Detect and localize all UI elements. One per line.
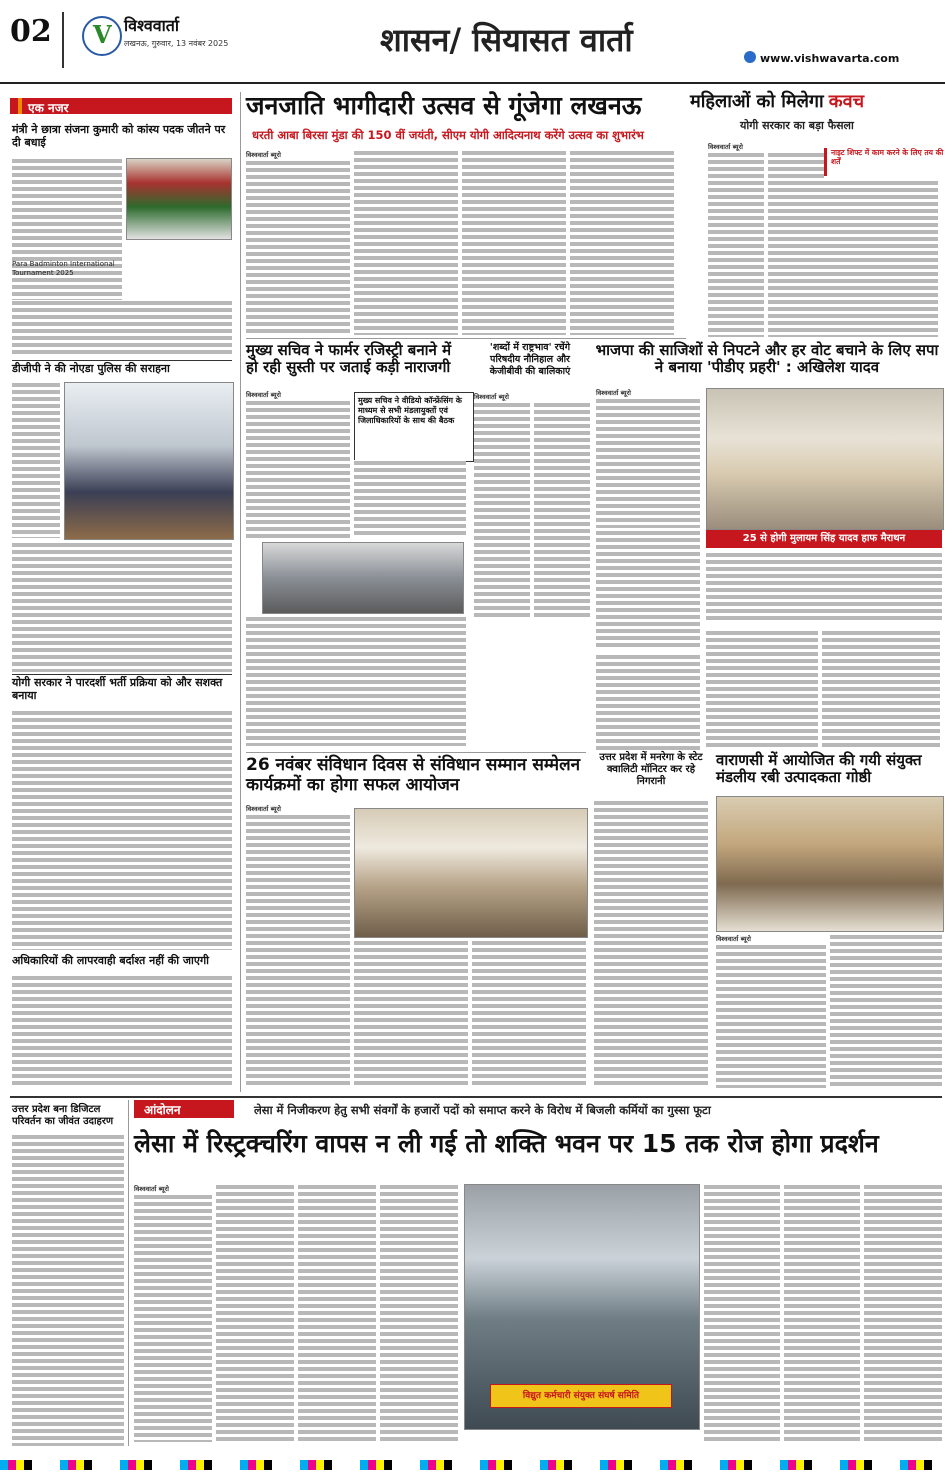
photo-caption: Para Badminton International Tournament 2025 [12, 260, 115, 277]
byline: विश्ववार्ता ब्यूरो [246, 151, 281, 159]
story-body [12, 158, 122, 306]
story-body [246, 616, 466, 746]
story-body [822, 630, 940, 750]
story-body [864, 1184, 942, 1442]
varanasi-event-photo [716, 796, 944, 932]
story-body [246, 400, 350, 538]
story-body [706, 630, 818, 750]
masthead [0, 0, 945, 84]
story-body [784, 1184, 860, 1442]
story-body [246, 814, 350, 1088]
story-body [380, 1184, 458, 1442]
byline: विश्ववार्ता ब्यूरो [246, 391, 281, 399]
story-body [216, 1184, 294, 1442]
story-body [246, 160, 350, 335]
section-label-stripe [18, 98, 22, 114]
story-headline: डीजीपी ने की नोएडा पुलिस की सराहना [12, 362, 170, 375]
divider [246, 338, 686, 339]
women-safety-headline [690, 92, 938, 113]
story-body [596, 530, 700, 650]
meeting-photo [262, 542, 464, 614]
story-body [706, 552, 942, 620]
page-number: 02 [10, 14, 52, 49]
story-body [474, 402, 530, 618]
story-headline: अधिकारियों की लापरवाही बर्दाश्त नहीं की जाएगी [12, 954, 210, 967]
story-body [596, 398, 700, 528]
story-body [472, 940, 586, 1088]
story-headline: उत्तर प्रदेश में मनरेगा के स्टेट क्वालिटी मॉनिटर कर रहे निगरानी [599, 752, 703, 787]
byline: विश्ववार्ता ब्यूरो [708, 143, 743, 151]
story-body [12, 975, 232, 1087]
story-body [704, 1184, 780, 1442]
globe-icon [744, 51, 756, 63]
bottom-headline: लेसा में रिस्ट्रक्चरिंग वापस न ली गई तो शक्ति भवन पर 15 तक रोज होगा प्रदर्शन [134, 1129, 879, 1158]
byline: विश्ववार्ता ब्यूरो [474, 393, 509, 401]
byline: विश्ववार्ता ब्यूरो [134, 1185, 169, 1193]
divider [12, 674, 232, 675]
story-body [12, 1134, 124, 1446]
story-body [12, 382, 60, 538]
website-link[interactable]: www.vishwavarta.com [760, 52, 900, 65]
dateline: लखनऊ, गुरुवार, 13 नवंबर 2025 [124, 39, 229, 48]
banner: 25 से होगी मुलायम सिंह यादव हाफ मैराथन [706, 530, 942, 548]
headline-text: महिलाओं को मिलेगा [690, 91, 824, 112]
story-body [354, 150, 458, 335]
column-divider [128, 1100, 129, 1446]
story-headline: भाजपा की साजिशों से निपटने और हर वोट बचाने के लिए सपा ने बनाया 'पीडीए प्रहरी' : अखिलेश यादव [595, 341, 939, 377]
story-headline: मुख्य सचिव ने फार्मर रजिस्ट्री बनाने में हो रही सुस्ती पर जताई कड़ी नाराजगी [246, 341, 452, 377]
story-headline: योगी सरकार ने पारदर्शी भर्ती प्रक्रिया को और सशक्त बनाया [12, 676, 223, 702]
police-meeting-photo [64, 382, 234, 540]
byline: विश्ववार्ता ब्यूरो [246, 805, 281, 813]
divider [12, 360, 232, 361]
kicker: आंदोलन [144, 1103, 181, 1117]
athlete-photo [126, 158, 232, 240]
callout: मुख्य सचिव ने वीडियो कॉन्फ्रेंसिंग के माध्यम से सभी मंडलायुक्तों एवं जिलाधिकारियों के साथ की बैठक [354, 392, 474, 462]
color-registration-strip [0, 1460, 945, 1470]
byline: विश्ववार्ता ब्यूरो [716, 935, 751, 943]
callout: नाइट शिफ्ट में काम करने के लिए तय की शर्तें [824, 148, 945, 176]
lead-subheadline: धरती आबा बिरसा मुंडा की 150 वीं जयंती, सीएम योगी आदित्यनाथ करेंगे उत्सव का शुभारंभ [252, 128, 644, 142]
constitution-event-photo [354, 808, 588, 938]
story-body [708, 152, 764, 337]
story-body [298, 1184, 376, 1442]
subheadline: योगी सरकार का बड़ा फैसला [740, 119, 854, 132]
story-body [354, 940, 468, 1088]
section-title: शासन/ सियासत वार्ता [380, 21, 633, 59]
story-headline: मंत्री ने छात्रा संजना कुमारी को कांस्य पदक जीतने पर दी बधाई [12, 123, 226, 149]
paper-name: विश्ववार्ता [124, 16, 180, 35]
overline: लेसा में निजीकरण हेतु सभी संवर्गों के हजारों पदों को समाप्त करने के विरोध में बिजली कर्मियों का गुस्सा फूटा [254, 1103, 711, 1117]
section-divider [10, 1096, 942, 1098]
vishwavarta-logo-icon [82, 16, 122, 56]
story-body [354, 460, 466, 538]
story-body [534, 402, 590, 618]
story-body [768, 152, 824, 337]
story-body [716, 944, 826, 1088]
lead-headline: जनजाति भागीदारी उत्सव से गूंजेगा लखनऊ [246, 91, 642, 120]
story-body [462, 150, 566, 335]
story-headline: 26 नवंबर संविधान दिवस से संविधान सम्मान सम्मेलन कार्यक्रमों का होगा सफल आयोजन [246, 755, 581, 795]
story-body [134, 1194, 212, 1442]
story-body [830, 934, 942, 1088]
story-body [596, 654, 700, 750]
header-divider [62, 12, 64, 68]
byline: विश्ववार्ता ब्यूरो [596, 389, 631, 397]
divider [246, 752, 586, 753]
story-body [12, 300, 232, 356]
headline-highlight: कवच [828, 91, 865, 112]
story-headline: वाराणसी में आयोजित की गयी संयुक्त मंडलीय रबी उत्पादकता गोष्ठी [716, 751, 922, 787]
story-body [12, 542, 232, 672]
protest-banner: विद्युत कर्मचारी संयुक्त संघर्ष समिति [490, 1384, 672, 1408]
story-headline: 'शब्दों में राष्ट्रभाव' रचेंगे परिषदीय नौनिहाल और केजीबीवी की बालिकाएं [489, 342, 571, 377]
story-headline: उत्तर प्रदेश बना डिजिटल परिवर्तन का जीवंत उदाहरण [12, 1104, 114, 1127]
sp-event-photo [706, 388, 944, 530]
story-body [594, 800, 708, 1088]
story-body [12, 710, 232, 950]
story-body [824, 180, 938, 337]
column-divider [240, 92, 241, 1092]
story-body [570, 150, 674, 335]
section-label: एक नजर [28, 101, 69, 115]
